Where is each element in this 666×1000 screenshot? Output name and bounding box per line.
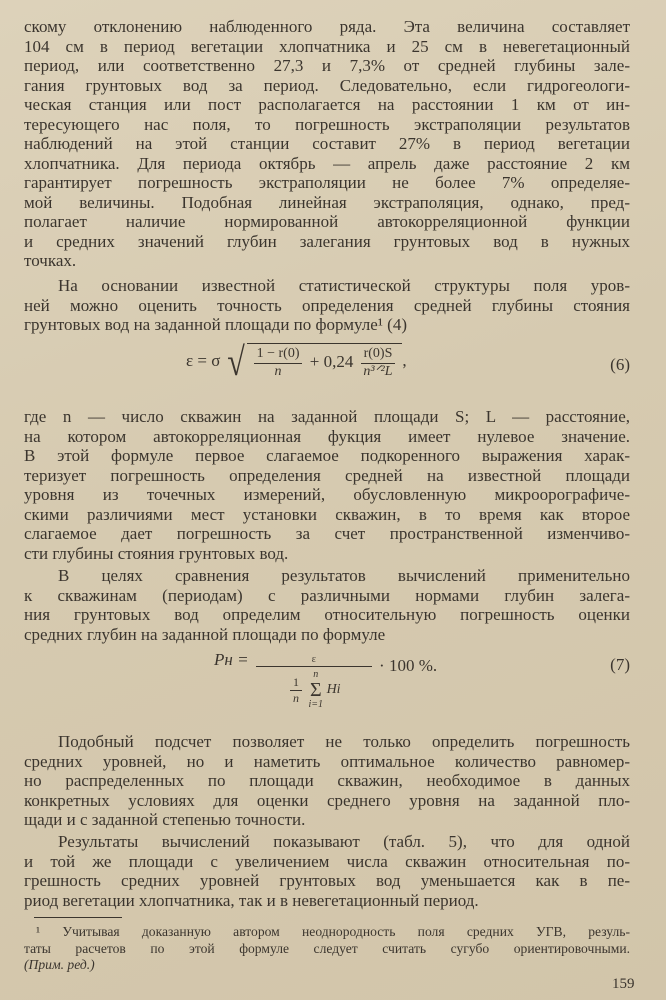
equation-number-7: (7) bbox=[610, 655, 630, 674]
sum-term: Hi bbox=[326, 682, 341, 698]
text-line: к скважинам (периодам) с различными нормами глубин залега- bbox=[24, 585, 630, 605]
formula-7 bbox=[214, 650, 437, 710]
paragraph-3 bbox=[24, 407, 630, 563]
footnote-line: (Прим. ред.) bbox=[24, 957, 95, 972]
text-line: полагает наличие нормированной автокорреляционной функции bbox=[24, 212, 630, 231]
text-line: и средних значений глубин залегания грунтовых вод в нужных bbox=[24, 231, 630, 251]
footnote-line: ¹ Учитывая доказанную автором неоднородность поля средних УГВ, резуль- bbox=[36, 924, 630, 939]
text-line: Результаты вычислений показывают (табл. 5), что для одной bbox=[58, 832, 630, 851]
text-line: средних уровней, но и наметить оптимальное количество равномер- bbox=[24, 751, 630, 771]
text-line: период, или соответственно 27,3 и 7,3% от средней глубины зале- bbox=[24, 56, 630, 75]
text-line: ния грунтовых вод определим относительную погрешность оценки bbox=[24, 605, 630, 624]
text-line: слагаемое дает погрешность за счет пространственной изменчиво- bbox=[24, 524, 630, 543]
sum-upper-limit: n bbox=[313, 669, 319, 680]
sum-sign: Σ bbox=[309, 679, 322, 701]
text-line: ней можно оценить точность определения средней глубины стояния bbox=[24, 295, 630, 315]
text-line: и той же площади с увеличением числа скважин относительная по- bbox=[24, 851, 630, 871]
footnote-line: таты расчетов по этой формуле следует считать сугубо ориентировочными. bbox=[24, 940, 630, 956]
text-line: щади и с заданной степенью точности. bbox=[24, 810, 306, 829]
text-line: риод вегетации хлопчатника, так и в невегетационный период. bbox=[24, 890, 479, 910]
text-line: теризует погрешность определения средней на известной площади bbox=[24, 465, 630, 485]
text-line: но распределенных по площади скважин, необходимое в данных bbox=[24, 771, 630, 790]
formula-7-lhs: Pн = bbox=[214, 650, 249, 669]
text-line: На основании известной статистической структуры поля уров- bbox=[58, 276, 630, 295]
formula-7-inner-num: 1 bbox=[290, 675, 302, 690]
text-line: гарантирует погрешность экстраполяции не более 7% определяе- bbox=[24, 173, 630, 192]
text-line: Подобный подсчет позволяет не только определить погрешность bbox=[58, 732, 630, 751]
text-line: скими различиями мест установки скважин, в то время как второе bbox=[24, 504, 630, 524]
text-line: 104 см в период вегетации хлопчатника и 25 см в невегетационный bbox=[24, 36, 630, 56]
formula-6-plus: + 0,24 bbox=[309, 352, 354, 372]
text-line: гания грунтовых вод за период. Следовательно, если гидрогеологи- bbox=[24, 75, 630, 95]
text-line: мой величины. Подобная линейная экстраполяция, однако, пред- bbox=[24, 192, 630, 212]
text-line: ческая станция или пост располагается на расстоянии 1 км от ин- bbox=[24, 95, 630, 114]
page-number: 159 bbox=[612, 976, 635, 992]
text-line: средних глубин на заданной площади по формуле bbox=[24, 624, 386, 644]
text-line: наблюдений на этой станции составит 27% в период вегетации bbox=[24, 134, 630, 153]
text-line: точках. bbox=[24, 251, 77, 270]
formula-6-den1: n bbox=[274, 364, 282, 379]
text-line: конкретных условиях для оценки среднего уровня на заданной пло- bbox=[24, 790, 630, 810]
sqrt-sign: √ bbox=[226, 339, 245, 384]
footnote bbox=[24, 924, 630, 974]
formula-7-inner-den: n bbox=[293, 690, 300, 705]
formula-7-tail: · 100 %. bbox=[379, 656, 438, 675]
text-line: хлопчатника. Для периода октябрь — апрель даже расстояние 2 км bbox=[24, 153, 630, 173]
text-line: уровня из точечных измерений, обусловленную микроорографиче- bbox=[24, 485, 630, 504]
text-line: где n — число скважин на заданной площади S; L — расстояние, bbox=[24, 407, 630, 426]
text-line: скому отклонению наблюденного ряда. Эта величина составляет bbox=[24, 17, 630, 36]
text-line: грунтовых вод на заданной площади по формуле¹ (4) bbox=[24, 315, 407, 334]
text-line: сти глубины стояния грунтовых вод. bbox=[24, 543, 289, 563]
paragraph-5 bbox=[24, 732, 630, 830]
text-line: В целях сравнения результатов вычислений применительно bbox=[58, 566, 630, 585]
formula-6-num1: 1 − r(0) bbox=[254, 346, 303, 364]
paragraph-4 bbox=[24, 566, 630, 644]
equation-number-6: (6) bbox=[610, 355, 630, 374]
paragraph-2 bbox=[24, 276, 630, 335]
footnote-rule bbox=[34, 917, 122, 918]
formula-6-comma: , bbox=[402, 350, 407, 370]
formula-6-den2: n³ᐟ²L bbox=[363, 364, 393, 379]
paragraph-6 bbox=[24, 832, 630, 910]
text-line: В этой формуле первое слагаемое подкоренного выражения харак- bbox=[24, 446, 630, 465]
paragraph-1 bbox=[24, 17, 630, 271]
formula-7-num: ε bbox=[256, 654, 372, 667]
formula-6 bbox=[186, 339, 407, 384]
formula-6-lhs: ε = σ bbox=[186, 350, 221, 370]
sum-lower-limit: i=1 bbox=[308, 699, 324, 710]
text-line: на котором автокорреляционная фукция имеет нулевое значение. bbox=[24, 426, 630, 446]
text-line: грешность средних уровней грунтовых вод уменьшается как в пе- bbox=[24, 871, 630, 890]
text-line: тересующего нас поля, то погрешность экстраполяции результатов bbox=[24, 114, 630, 134]
formula-6-num2: r(0)S bbox=[361, 346, 396, 364]
